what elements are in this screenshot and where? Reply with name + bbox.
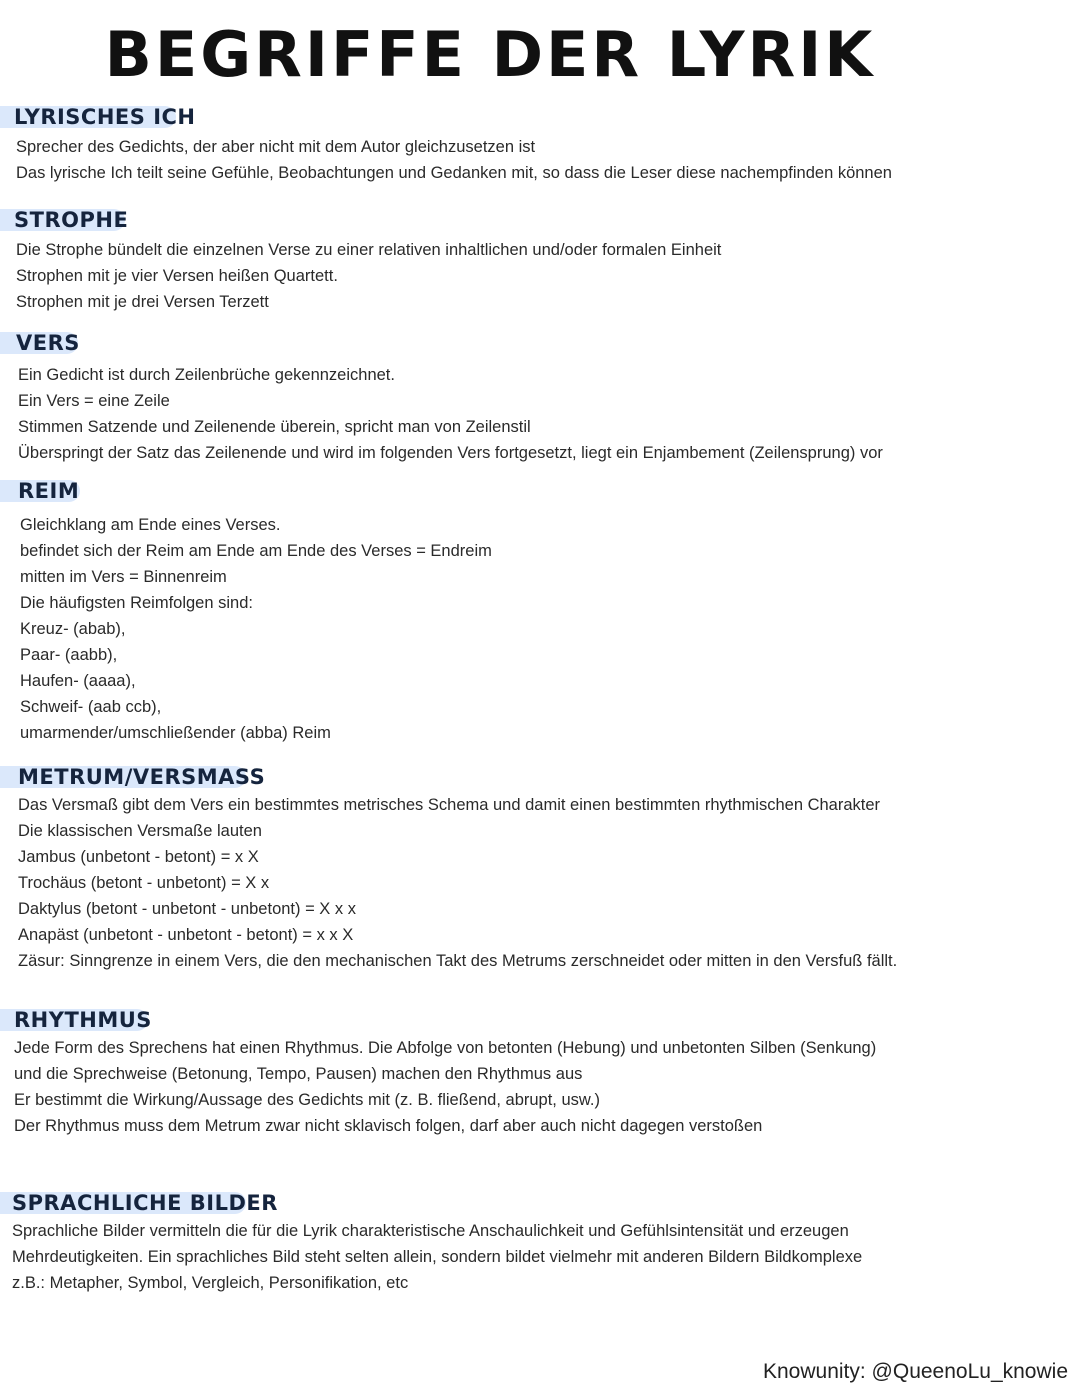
section-heading: REIM: [18, 479, 80, 503]
section-lyrisches-ich: [0, 104, 1080, 186]
body-line: Gleichklang am Ende eines Verses.: [20, 516, 281, 534]
body-line: Stimmen Satzende und Zeilenende überein, spricht man von Zeilenstil: [18, 418, 531, 436]
body-line: Mehrdeutigkeiten. Ein sprachliches Bild steht selten allein, sondern bildet vielmehr mit anderen Bildern Bildkomplexe: [12, 1248, 863, 1266]
section-heading-wrap: [0, 1007, 1080, 1033]
section-heading-wrap: [0, 104, 1080, 130]
body-line: Kreuz- (abab),: [20, 620, 126, 638]
body-line: Jede Form des Sprechens hat einen Rhythmus. Die Abfolge von betonten (Hebung) und unbetonten Silben (Senkung): [14, 1039, 877, 1057]
section-heading-wrap: [0, 764, 1080, 790]
body-line: Jambus (unbetont - betont) = x X: [18, 848, 259, 866]
body-line: mitten im Vers = Binnenreim: [20, 568, 227, 586]
body-line: Sprecher des Gedichts, der aber nicht mit dem Autor gleichzusetzen ist: [16, 138, 536, 156]
footer-credit: Knowunity: @QueenoLu_knowie: [762, 1360, 1068, 1383]
section-reim: [0, 478, 1080, 746]
section-strophe: [0, 207, 1080, 315]
section-vers: [0, 330, 1080, 466]
section-heading-wrap: [0, 330, 1080, 356]
section-rhythmus: [0, 1007, 1080, 1139]
body-line: Ein Vers = eine Zeile: [18, 392, 170, 410]
body-line: Überspringt der Satz das Zeilenende und wird im folgenden Vers fortgesetzt, liegt ein Enjambement (Zeilensprung) vor: [18, 444, 883, 462]
section-heading: METRUM/VERSMASS: [18, 765, 266, 789]
body-line: Ein Gedicht ist durch Zeilenbrüche gekennzeichnet.: [18, 366, 395, 384]
body-line: Das Versmaß gibt dem Vers ein bestimmtes metrisches Schema und damit einen bestimmten rhythmischen Charakter: [18, 796, 881, 814]
section-sprachliche-bilder: [0, 1190, 1080, 1296]
body-line: und die Sprechweise (Betonung, Tempo, Pausen) machen den Rhythmus aus: [14, 1065, 583, 1083]
section-heading: RHYTHMUS: [14, 1008, 152, 1032]
body-line: Der Rhythmus muss dem Metrum zwar nicht sklavisch folgen, darf aber auch nicht dagegen verstoßen: [14, 1117, 763, 1135]
body-line: Die häufigsten Reimfolgen sind:: [20, 594, 253, 612]
body-line: Strophen mit je vier Versen heißen Quartett.: [16, 267, 338, 285]
body-line: Die Strophe bündelt die einzelnen Verse zu einer relativen inhaltlichen und/oder formalen Einheit: [16, 241, 722, 259]
body-line: Zäsur: Sinngrenze in einem Vers, die den mechanischen Takt des Metrums zerschneidet oder mitten in den Versfuß fällt.: [18, 952, 898, 970]
body-line: befindet sich der Reim am Ende am Ende des Verses = Endreim: [20, 542, 492, 560]
body-line: z.B.: Metapher, Symbol, Vergleich, Personifikation, etc: [12, 1274, 409, 1292]
body-line: Trochäus (betont - unbetont) = X x: [18, 874, 270, 892]
body-line: umarmender/umschließender (abba) Reim: [20, 724, 331, 742]
section-heading: SPRACHLICHE BILDER: [12, 1191, 278, 1215]
body-line: Haufen- (aaaa),: [20, 672, 136, 690]
section-heading: VERS: [16, 331, 80, 355]
page-title: BEGRIFFE DER LYRIK: [104, 18, 876, 91]
body-line: Strophen mit je drei Versen Terzett: [16, 293, 269, 311]
body-line: Sprachliche Bilder vermitteln die für die Lyrik charakteristische Anschaulichkeit und Gefühlsintensität und erzeugen: [12, 1222, 849, 1240]
section-heading: STROPHE: [14, 208, 129, 232]
body-line: Das lyrische Ich teilt seine Gefühle, Beobachtungen und Gedanken mit, so dass die Leser diese nachempfinden können: [16, 164, 892, 182]
body-line: Schweif- (aab ccb),: [20, 698, 162, 716]
body-line: Anapäst (unbetont - unbetont - betont) = x x X: [18, 926, 354, 944]
section-metrum: [0, 764, 1080, 974]
section-heading-wrap: [0, 1190, 1080, 1216]
section-heading: LYRISCHES ICH: [14, 105, 196, 129]
body-line: Die klassischen Versmaße lauten: [18, 822, 262, 840]
body-line: Daktylus (betont - unbetont - unbetont) = X x x: [18, 900, 356, 918]
body-line: Paar- (aabb),: [20, 646, 118, 664]
section-heading-wrap: [0, 207, 1080, 233]
section-heading-wrap: [0, 478, 1080, 504]
body-line: Er bestimmt die Wirkung/Aussage des Gedichts mit (z. B. fließend, abrupt, usw.): [14, 1091, 600, 1109]
